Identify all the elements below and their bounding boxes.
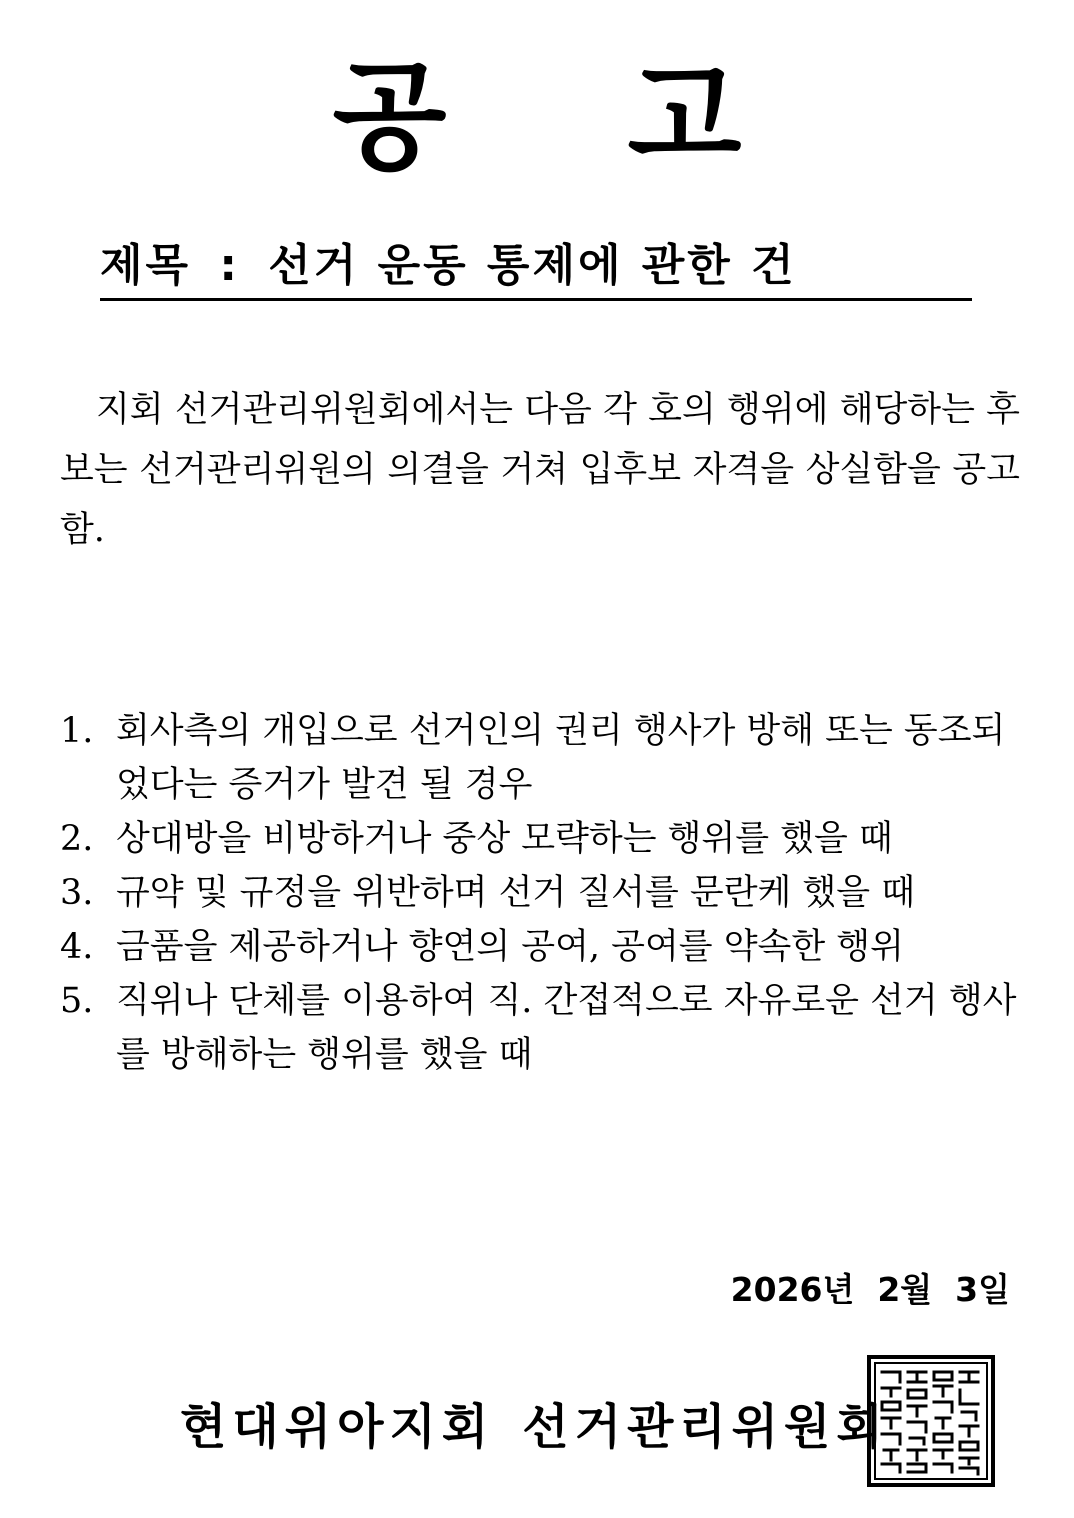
notice-date: 2026년 2월 3일: [730, 1270, 1010, 1309]
item-number: 5.: [60, 981, 94, 1021]
official-seal-icon: [866, 1354, 996, 1488]
subject-text: 선거 운동 통제에 관한 건: [268, 240, 797, 291]
notice-intro: 지회 선거관리위원회에서는 다음 각 호의 행위에 해당하는 후보는 선거관리위원의 의결을 거쳐 입후보 자격을 상실함을 공고함.: [60, 390, 1020, 550]
list-item: [60, 812, 1020, 866]
item-text: 금품을 제공하거나 향연의 공여, 공여를 약속한 행위: [116, 927, 904, 967]
issuer-committee: 선거관리위원회: [522, 1399, 889, 1455]
list-item: [60, 704, 1020, 812]
item-text: 회사측의 개입으로 선거인의 권리 행사가 방해 또는 동조되었다는 증거가 발견 될 경우: [116, 711, 1006, 805]
notice-title: 공 고: [332, 48, 812, 186]
item-text: 상대방을 비방하거나 중상 모략하는 행위를 했을 때: [116, 819, 893, 859]
notice-subject: [100, 238, 972, 301]
item-number: 2.: [60, 819, 94, 859]
item-number: 4.: [60, 927, 94, 967]
item-text: 규약 및 규정을 위반하며 선거 질서를 문란케 했을 때: [116, 873, 916, 913]
issuer-name: [180, 1388, 889, 1457]
issuer-branch: 현대위아지회: [180, 1399, 495, 1455]
item-number: 3.: [60, 873, 94, 913]
list-item: [60, 866, 1020, 920]
item-number: 1.: [60, 711, 94, 751]
item-text: 직위나 단체를 이용하여 직. 간접적으로 자유로운 선거 행사를 방해하는 행위를 했을 때: [116, 981, 1017, 1075]
list-item: [60, 974, 1020, 1082]
subject-label: 제목: [100, 240, 192, 291]
list-item: [60, 920, 1020, 974]
subject-separator: :: [219, 240, 240, 291]
rule-list: [60, 704, 1020, 1082]
